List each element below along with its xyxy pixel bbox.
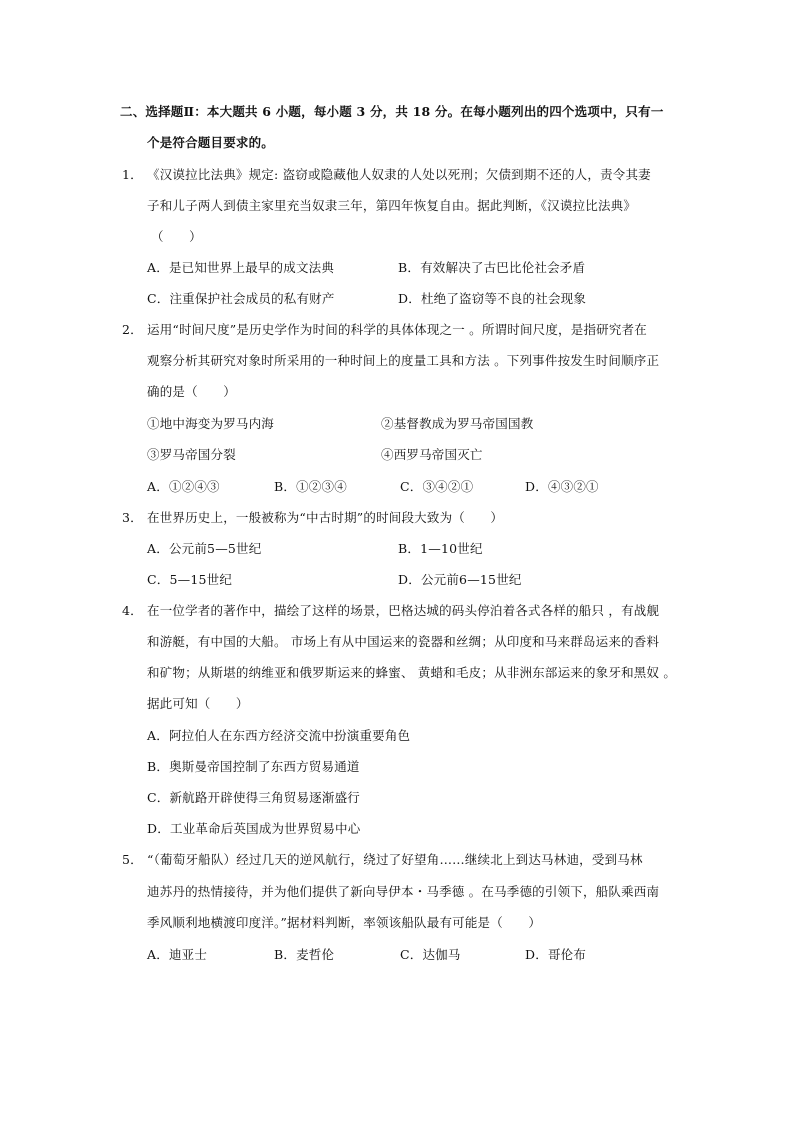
option-text: 达伽马 (422, 947, 461, 962)
option-c[interactable] (400, 947, 461, 963)
option-text: 迪亚士 (168, 947, 208, 962)
option-text: 5—15世纪 (169, 572, 233, 587)
option-c[interactable] (400, 479, 473, 495)
option-label: C． (400, 479, 423, 494)
question-number: 4． (122, 603, 143, 618)
option-a[interactable] (147, 479, 220, 495)
event-item: ①地中海变为罗马内海 (147, 416, 275, 431)
option-label: B． (398, 541, 421, 556)
option-text: 工业革命后英国成为世界贸易中心 (169, 821, 361, 836)
question-stem-line: 和矿物；从斯堪的纳维亚和俄罗斯运来的蜂蜜、 黄蜡和毛皮；从非洲东部运来的象牙和黑奴 。 (147, 665, 677, 680)
option-b[interactable] (274, 947, 334, 963)
answer-blank: （ ） (151, 229, 202, 244)
option-a[interactable] (147, 728, 410, 744)
option-text: 哥伦布 (547, 947, 587, 962)
option-label: B． (274, 947, 297, 962)
question-number: 3． (122, 510, 143, 525)
option-text: ③④②① (422, 479, 474, 494)
option-d[interactable] (147, 821, 360, 837)
option-text: 是已知世界上最早的成文法典 (168, 260, 335, 275)
option-text: 新航路开辟使得三角贸易逐渐盛行 (169, 790, 360, 805)
question-stem-line: 确的是（ ） (147, 384, 236, 399)
question-stem-line: 季风顺利地横渡印度洋。”据材料判断，率领该船队最有可能是（ ） (147, 915, 542, 930)
question-stem-line: 《汉谟拉比法典》规定: 盗窃或隐藏他人奴隶的人处以死刑；欠债到期不还的人，责令其妻 (147, 167, 651, 182)
option-text: 公元前5—5世纪 (168, 541, 262, 556)
option-label: D． (525, 947, 548, 962)
option-d[interactable] (398, 572, 522, 588)
event-item: ③罗马帝国分裂 (147, 447, 236, 462)
option-a[interactable] (147, 947, 207, 963)
option-text: ④③②① (547, 479, 599, 494)
option-text: 有效解决了古巴比伦社会矛盾 (420, 260, 586, 275)
event-item: ②基督教成为罗马帝国国教 (381, 416, 534, 431)
option-d[interactable] (525, 947, 586, 963)
option-label: A． (147, 947, 169, 962)
question-stem-line: “（葡萄牙船队）经过几天的逆风航行，绕过了好望角……继续北上到达马林迪，受到马林 (147, 852, 643, 867)
question-stem-line: 子和儿子两人到债主家里充当奴隶三年，第四年恢复自由。据此判断，《汉谟拉比法典》 (147, 198, 637, 213)
option-label: C． (400, 947, 423, 962)
question-stem-line: 据此可知（ ） (147, 696, 249, 711)
question-stem-line: 运用“时间尺度”是历史学作为时间的科学的具体体现之一 。所谓时间尺度，是指研究者在 (147, 322, 647, 337)
option-label: C． (147, 790, 170, 805)
option-d[interactable] (398, 291, 586, 307)
question-number: 1． (122, 167, 143, 182)
option-text: 公元前6—15世纪 (420, 572, 522, 587)
question-number: 5． (122, 852, 143, 867)
event-item: ④西罗马帝国灭亡 (381, 447, 483, 462)
option-d[interactable] (525, 479, 599, 495)
section-heading-line-2: 个是符合题目要求的。 (147, 135, 275, 150)
option-label: C． (147, 572, 170, 587)
option-c[interactable] (147, 291, 335, 307)
option-a[interactable] (147, 541, 261, 557)
option-label: D． (398, 291, 421, 306)
option-label: D． (525, 479, 548, 494)
option-label: A． (147, 728, 169, 743)
question-number: 2． (122, 322, 143, 337)
option-label: B． (398, 260, 421, 275)
option-label: D． (398, 572, 421, 587)
option-label: B． (274, 479, 297, 494)
option-text: 杜绝了盗窃等不良的社会现象 (420, 291, 587, 306)
option-text: 麦哲伦 (296, 947, 335, 962)
option-text: ①②④③ (168, 479, 220, 494)
option-a[interactable] (147, 260, 334, 276)
option-b[interactable] (398, 541, 483, 557)
option-c[interactable] (147, 790, 360, 806)
question-stem-line: 在世界历史上，一般被称为“中古时期”的时间段大致为（ ） (147, 510, 504, 525)
question-stem-line: 观察分析其研究对象时所采用的一种时间上的度量工具和方法 。下列事件按发生时间顺序正 (147, 353, 660, 368)
option-text: 阿拉伯人在东西方经济交流中扮演重要角色 (168, 728, 411, 743)
option-c[interactable] (147, 572, 232, 588)
question-stem-line: 迪苏丹的热情接待，并为他们提供了新向导伊本・马季德 。在马季德的引领下，船队乘西南 (147, 884, 660, 899)
option-b[interactable] (274, 479, 347, 495)
section-heading-line-1: 二、选择题Ⅱ：本大题共 6 小题，每小题 3 分，共 18 分。在每小题列出的四个选项中，只有一 (120, 104, 664, 119)
option-b[interactable] (147, 759, 360, 775)
option-label: A． (147, 479, 169, 494)
option-text: ①②③④ (296, 479, 347, 494)
question-stem-line: 在一位学者的著作中，描绘了这样的场景，巴格达城的码头停泊着各式各样的船只 ，有战舰 (147, 603, 660, 618)
option-label: A． (147, 260, 169, 275)
option-label: B． (147, 759, 170, 774)
option-label: A． (147, 541, 169, 556)
option-label: D． (147, 821, 170, 836)
question-stem-line: 和游艇，有中国的大船。 市场上有从中国运来的瓷器和丝绸；从印度和马来群岛运来的香料 (147, 634, 660, 649)
option-text: 注重保护社会成员的私有财产 (169, 291, 335, 306)
option-text: 1—10世纪 (420, 541, 483, 556)
option-b[interactable] (398, 260, 585, 276)
option-text: 奥斯曼帝国控制了东西方贸易通道 (169, 759, 360, 774)
option-label: C． (147, 291, 170, 306)
